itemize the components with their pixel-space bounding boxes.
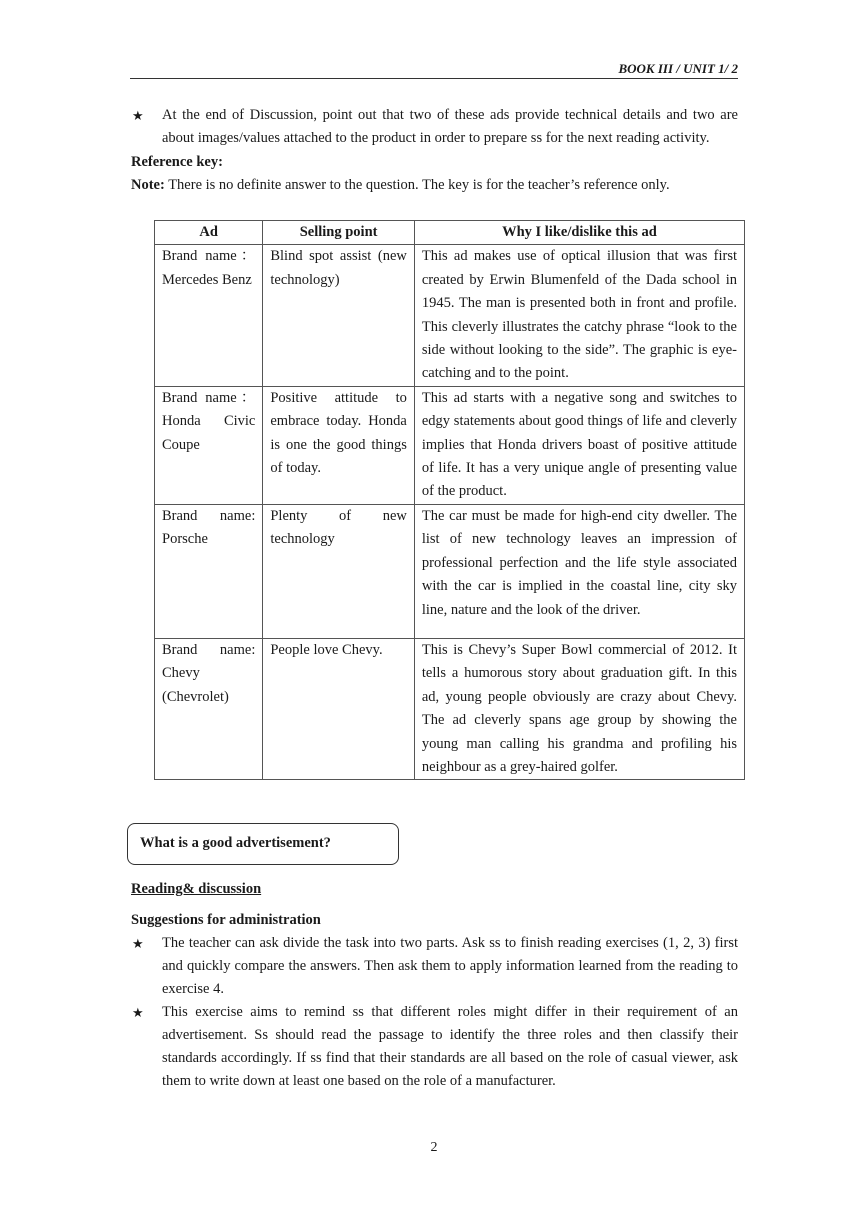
table-row [155,504,745,638]
note-line [131,174,738,197]
header-ad: Ad [155,221,263,245]
cell-selling-point: Blind spot assist (new technology) [263,245,415,386]
star-bullet-icon: ★ [132,1005,144,1020]
reading-section [131,878,738,1093]
intro-bullet-text: At the end of Discussion, point out that two of these ads provide technical details and two are about images/values attached to the product in order to prepare ss for the next reading activity. [162,107,738,146]
cell-why: This is Chevy’s Super Bowl commercial of 2012. It tells a humorous story about graduation gift. In this ad, young people obviously are crazy about Chevy. The ad cleverly spans age group by showing the young man calling his grandma and profiling his neighbour as a grey-haired golfer. [414,638,744,779]
table-row [155,638,745,779]
cell-selling-point: People love Chevy. [263,638,415,779]
cell-selling-point: Positive attitude to embrace today. Honda is one the good things of today. [263,386,415,504]
cell-ad: Brand name: Chevy (Chevrolet) [155,638,263,779]
header-selling-point: Selling point [263,221,415,245]
page-number: 2 [430,1140,438,1155]
suggestions-label: Suggestions for administration [131,912,321,928]
suggestion-text: This exercise aims to remind ss that different roles might differ in their requirement of an advertisement. Ss should read the passage to identify the three roles and then classify their standards accordingly. If ss find that their standards are all based on the role of casual viewer, ask them to write down at least one based on the role of a manufacturer. [162,1004,738,1089]
table-header-row [155,221,745,245]
section-title-box: What is a good advertisement? [127,823,399,865]
star-bullet-icon: ★ [132,936,144,951]
cell-selling-point: Plenty of new technology [263,504,415,638]
ads-table [154,220,745,780]
reference-key-label: Reference key: [131,154,223,170]
suggestion-bullet [131,1001,738,1093]
cell-why: This ad starts with a negative song and switches to edgy statements about good things of life and cleverly implies that Honda drivers boast of positive attitude of life. It has a very unique angle of presenting value of the product. [414,386,744,504]
cell-ad: Brand name：Honda Civic Coupe [155,386,263,504]
table-row [155,386,745,504]
suggestion-text: The teacher can ask divide the task into two parts. Ask ss to finish reading exercises (1, 2, 3) first and quickly compare the answers. Then ask them to apply information learned from the reading to exercise 4. [162,935,738,997]
running-header: BOOK III / UNIT 1/ 2 [130,60,738,79]
intro-section [131,104,738,197]
cell-ad: Brand name: Porsche [155,504,263,638]
header-why: Why I like/dislike this ad [414,221,744,245]
note-label: Note: [131,177,165,193]
suggestion-bullet [131,932,738,1001]
cell-why: This ad makes use of optical illusion that was first created by Erwin Blumenfeld of the Dada school in 1945. The man is presented both in front and profile. This cleverly illustrates the catchy phrase “look to the side without looking to the side”. The graphic is eye-catching and to the point. [414,245,744,386]
table-row [155,245,745,386]
section-heading: Reading& discussion [131,881,262,897]
note-text: There is no definite answer to the question. The key is for the teacher’s reference only. [164,177,670,193]
cell-ad: Brand name：Mercedes Benz [155,245,263,386]
intro-bullet [131,104,738,150]
cell-why: The car must be made for high-end city dweller. The list of new technology leaves an impression of professional perfection and the life style associated with the car is implied in the coastal line, city sky line, nature and the look of the driver. [414,504,744,638]
star-bullet-icon: ★ [132,108,144,123]
